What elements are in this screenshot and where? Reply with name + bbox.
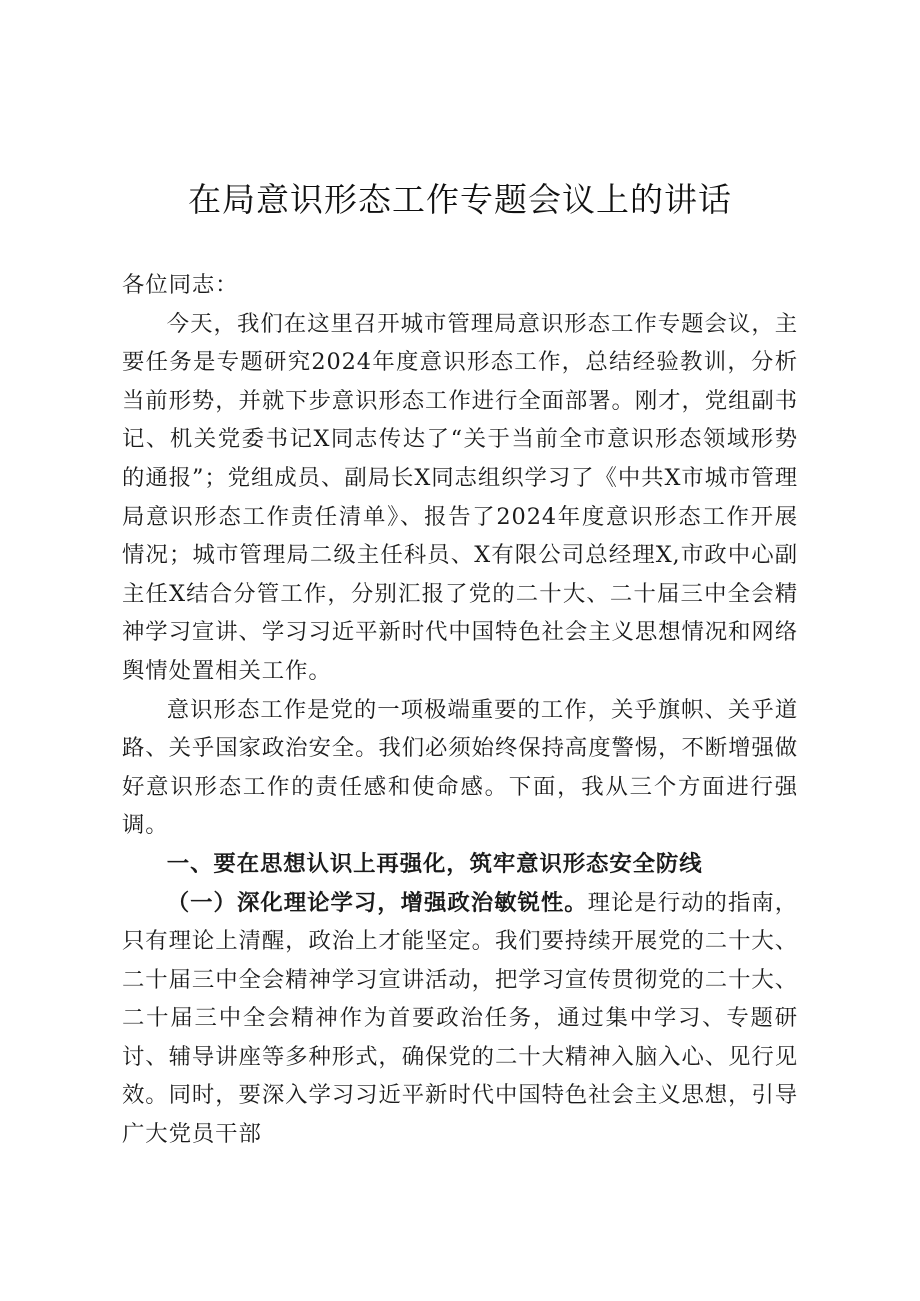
salutation: 各位同志： bbox=[122, 272, 239, 298]
document-title: 在局意识形态工作专题会议上的讲话 bbox=[188, 180, 732, 219]
document-body bbox=[122, 266, 798, 1154]
paragraph-opening: 今天，我们在这里召开城市管理局意识形态工作专题会议，主要任务是专题研究2024年度意识形态工作，总结经验教训，分析当前形势，并就下步意识形态工作进行全面部署。刚才，党组副书记、机关党委书记X同志传达了“关于当前全市意识形态领域形势的通报”；党组成员、副局长X同志组织学习了《中共X市城市管理局意识形态工作责任清单》、报告了2024年度意识形态工作开展情况；城市管理局二级主任科员、X有限公司总经理X,市政中心副主任X结合分管工作，分别汇报了党的二十大、二十届三中全会精神学习宣讲、学习习近平新时代中国特色社会主义思想情况和网络舆情处置相关工作。 bbox=[122, 310, 798, 684]
paragraph-theory-study bbox=[122, 884, 798, 1154]
paragraph-theory-study-text: 理论是行动的指南，只有理论上清醒，政治上才能坚定。我们要持续开展党的二十大、二十届三中全会精神学习宣讲活动，把学习宣传贯彻党的二十大、二十届三中全会精神作为首要政治任务，通过集中学习、专题研讨、辅导讲座等多种形式，确保党的二十大精神入脑入心、见行见效。同时，要深入学习习近平新时代中国特色社会主义思想，引导广大党员干部 bbox=[122, 889, 798, 1148]
paragraph-importance: 意识形态工作是党的一项极端重要的工作，关乎旗帜、关乎道路、关乎国家政治安全。我们必须始终保持高度警惕，不断增强做好意识形态工作的责任感和使命感。下面，我从三个方面进行强调。 bbox=[122, 696, 798, 839]
sub-heading-1: （一）深化理论学习，增强政治敏锐性。 bbox=[166, 889, 588, 916]
section-heading-1: 一、要在思想认识上再强化，筑牢意识形态安全防线 bbox=[166, 850, 703, 877]
